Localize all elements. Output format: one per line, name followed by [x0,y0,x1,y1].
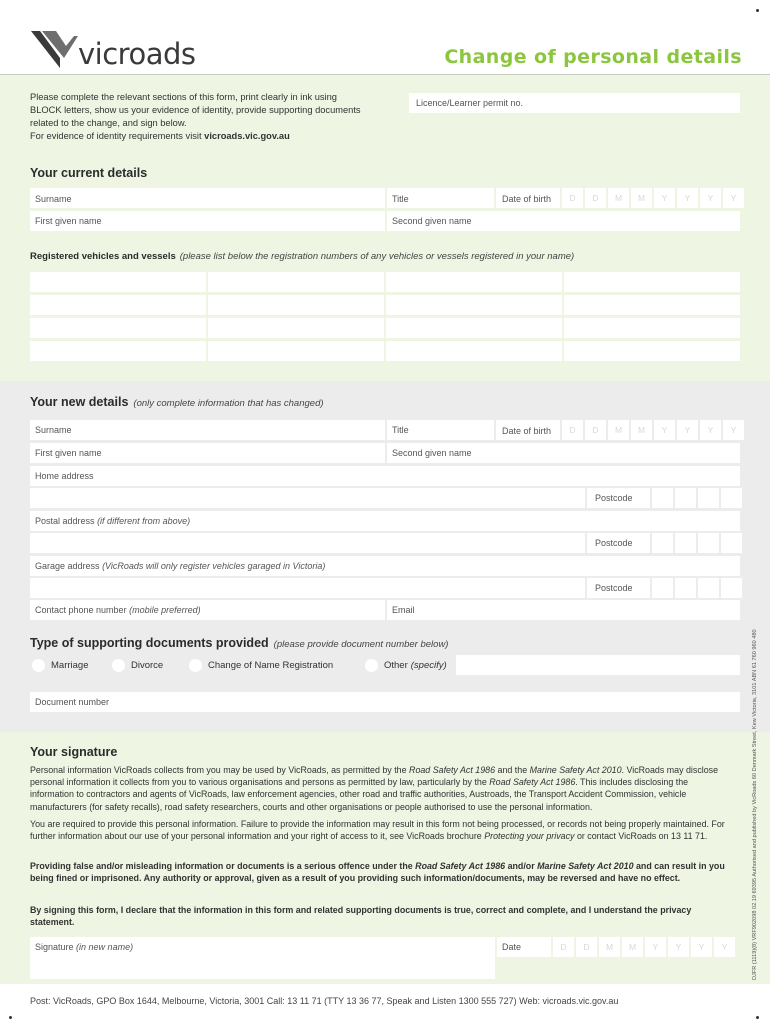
signature-hint: (in new name) [76,942,134,952]
email-label: Email [392,605,415,615]
vicroads-logo-text: vicroads [78,37,196,71]
rego-cell[interactable] [208,295,384,315]
phone-label [35,605,201,615]
radio-circle-icon[interactable] [32,659,45,672]
rego-cell[interactable] [208,272,384,292]
new-first-name-label: First given name [35,448,102,458]
supporting-docs-hint: (please provide document number below) [273,639,449,650]
phone-hint: (mobile preferred) [129,605,201,615]
vehicles-title: Registered vehicles and vessels [30,251,176,262]
licence-number-label: Licence/Learner permit no. [416,98,524,108]
document-number-field[interactable] [30,692,740,712]
rego-cell[interactable] [386,341,562,361]
postal-postcode-label: Postcode [595,538,633,548]
date-box[interactable]: D [562,420,583,440]
date-box[interactable]: Y [668,937,689,957]
date-box[interactable]: D [576,937,597,957]
home-address-line1[interactable] [30,466,740,486]
date-box[interactable]: Y [654,420,675,440]
new-title-label: Title [392,425,409,435]
date-box[interactable]: Y [677,420,698,440]
current-details-heading: Your current details [30,166,148,180]
new-surname-label: Surname [35,425,72,435]
signature-heading: Your signature [30,745,118,759]
home-postcode-boxes[interactable] [652,488,742,508]
current-second-name-label: Second given name [392,216,472,226]
new-dob-boxes[interactable] [562,420,744,440]
postcode-box[interactable] [675,488,696,508]
date-label: Date [502,942,522,952]
new-surname-field[interactable] [30,420,385,440]
garage-address-line2[interactable] [30,578,585,598]
radio-circle-icon[interactable] [112,659,125,672]
radio-circle-icon[interactable] [365,659,378,672]
rego-cell[interactable] [208,318,384,338]
date-box[interactable]: Y [723,188,744,208]
rego-cell[interactable] [30,341,206,361]
rego-cell[interactable] [30,318,206,338]
option-label: Marriage [51,660,89,671]
postcode-box[interactable] [652,533,673,553]
date-box[interactable]: Y [691,937,712,957]
postcode-box[interactable] [698,488,719,508]
date-box[interactable]: M [631,420,652,440]
home-postcode-label: Postcode [595,493,633,503]
signature-date-boxes[interactable] [553,937,735,957]
option-label: Other [384,660,408,671]
date-box[interactable]: Y [700,420,721,440]
required-info-paragraph: You are required to provide this personal information. Failure to provide the information may result in this form not being processed, or records not being properly maintained. For further information about our use of your personal information and your right of access to it, see VicRoads brochure Protecting your privacy or contact VicRoads on 13 11 71. [30,819,725,842]
vehicles-heading [30,251,574,262]
new-second-name-label: Second given name [392,448,472,458]
garage-postcode-label: Postcode [595,583,633,593]
postcode-box[interactable] [721,578,742,598]
rego-cell[interactable] [386,272,562,292]
footer-contact: Post: VicRoads, GPO Box 1644, Melbourne, Victoria, 3001 Call: 13 11 71 (TTY 13 36 77, Speak and Listen 1300 555 727) Web: vicroads.vic.gov.au [30,996,619,1006]
rego-cell[interactable] [386,295,562,315]
rego-cell[interactable] [386,318,562,338]
date-box[interactable]: Y [700,188,721,208]
postcode-box[interactable] [698,533,719,553]
garage-address-text: Garage address [35,561,100,571]
date-box[interactable]: M [608,420,629,440]
supporting-docs-heading [30,636,448,650]
signature-label [35,942,133,952]
rego-cell[interactable] [564,272,740,292]
declaration-text: By signing this form, I declare that the information in this form and related supporting documents is true, correct and complete, and I understand the privacy statement. [30,905,692,928]
rego-cell[interactable] [564,318,740,338]
postcode-box[interactable] [675,533,696,553]
home-address-label: Home address [35,471,94,481]
current-title-label: Title [392,194,409,204]
evidence-prefix: For evidence of identity requirements visit [30,131,202,141]
new-details-heading [30,395,324,409]
registration-dot [9,1016,12,1019]
intro-instructions: Please complete the relevant sections of this form, print clearly in ink using BLOCK letters, show us your evidence of identity, provide supporting documents related to the change, and sign below. [30,92,361,128]
date-box[interactable]: M [599,937,620,957]
postcode-box[interactable] [675,578,696,598]
current-dob-label: Date of birth [502,194,552,204]
home-address-line2[interactable] [30,488,585,508]
garage-postcode-boxes[interactable] [652,578,742,598]
date-box[interactable]: Y [645,937,666,957]
rego-cell[interactable] [208,341,384,361]
postal-address-text: Postal address [35,516,95,526]
current-surname-label: Surname [35,194,72,204]
date-box[interactable]: M [631,188,652,208]
privacy-paragraph: Personal information VicRoads collects from you may be used by VicRoads, as permitted by the Road Safety Act 1986 and the Marine Safety Act 2010. VicRoads may disclose personal information it collects from you to various organisations and persons as permitted by law, particularly by the Road Safety Act 1986. This includes disclosing the information to contractors and agents of VicRoads, law enforcement agencies, other road and traffic authorities, Austroads, the Transport Accident Commission, vehicle manufacturers (for safety recalls), road safety researchers, courts and other organisations or people authorised to use the personal information. [30,765,719,812]
phone-label-text: Contact phone number [35,605,127,615]
option-label: Divorce [131,660,164,671]
date-box[interactable]: M [622,937,643,957]
postal-address-label [35,516,190,526]
current-surname-field[interactable] [30,188,385,208]
postcode-box[interactable] [721,488,742,508]
date-box[interactable]: D [585,188,606,208]
page-title: Change of personal details [444,46,742,68]
garage-address-hint: (VicRoads will only register vehicles garaged in Victoria) [102,561,326,571]
publication-note: DJFR (1119)(8) VRF902098 02.19 69395 Authorised and published by VicRoads 60 Denmark Street, Kew Victoria, 3101 ABN 61 760 960 480 [752,629,758,980]
option-label: Change of Name Registration [208,660,334,671]
doc-option-name-registration[interactable] [189,659,333,672]
date-box[interactable]: M [608,188,629,208]
supporting-docs-title: Type of supporting documents provided [30,636,269,650]
date-box[interactable]: Y [714,937,735,957]
registration-dot [756,1016,759,1019]
email-field[interactable] [387,600,740,620]
date-box[interactable]: D [553,937,574,957]
date-box[interactable]: Y [654,188,675,208]
evidence-link[interactable]: vicroads.vic.gov.au [204,131,290,141]
postal-postcode-boxes[interactable] [652,533,742,553]
current-dob-boxes[interactable] [562,188,744,208]
date-box[interactable]: Y [723,420,744,440]
date-box[interactable]: Y [677,188,698,208]
garage-address-label [35,561,325,571]
new-details-title: Your new details [30,395,129,409]
rego-cell[interactable] [564,295,740,315]
current-first-name-label: First given name [35,216,102,226]
date-box[interactable]: D [562,188,583,208]
new-dob-label: Date of birth [502,426,552,436]
document-number-label: Document number [35,697,110,707]
new-details-hint: (only complete information that has changed) [133,398,324,409]
offence-warning: Providing false and/or misleading information or documents is a serious offence under the Road Safety Act 1986 and/or Marine Safety Act 2010 and can result in you being fined or imprisoned. Any authority or approval, given as a result of you providing such information/documents, may be reversed and have no effect. [30,861,725,884]
postcode-box[interactable] [698,578,719,598]
postal-address-line2[interactable] [30,533,585,553]
postcode-box[interactable] [652,488,673,508]
postcode-box[interactable] [721,533,742,553]
postal-address-hint: (if different from above) [97,516,191,526]
rego-cell[interactable] [30,272,206,292]
doc-option-other[interactable] [365,659,447,672]
registration-dot [756,9,759,12]
radio-circle-icon[interactable] [189,659,202,672]
signature-label-text: Signature [35,942,74,952]
date-box[interactable]: D [585,420,606,440]
postcode-box[interactable] [652,578,673,598]
rego-cell[interactable] [30,295,206,315]
rego-cell[interactable] [564,341,740,361]
option-other-hint: (specify) [410,660,447,671]
other-specify-field[interactable] [456,655,740,675]
evidence-note [30,131,290,141]
doc-option-marriage[interactable] [32,659,89,672]
doc-option-divorce[interactable] [112,659,163,672]
vehicles-hint: (please list below the registration numbers of any vehicles or vessels registered in your name) [179,251,575,262]
